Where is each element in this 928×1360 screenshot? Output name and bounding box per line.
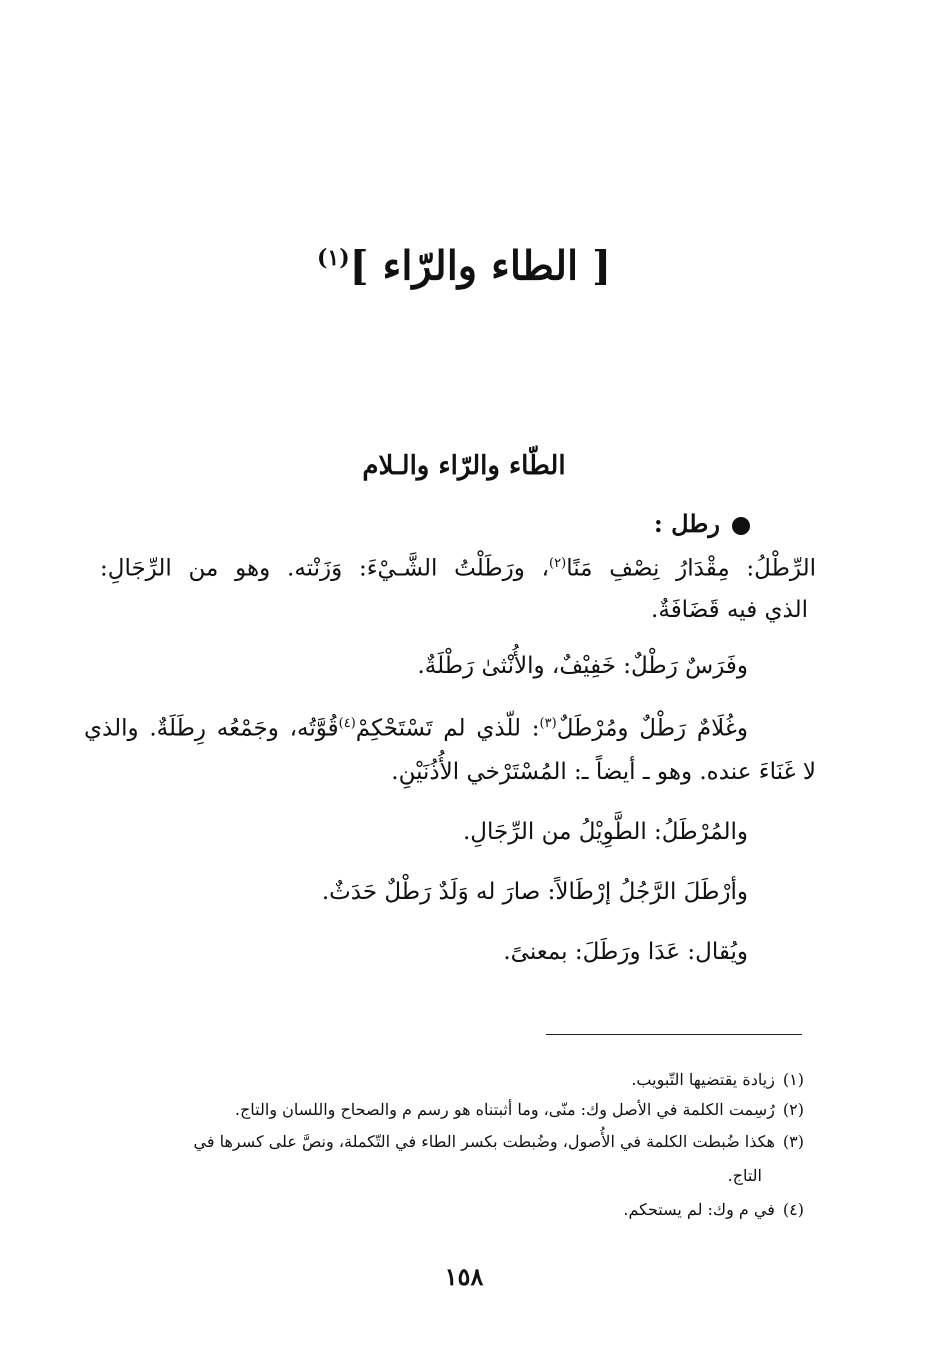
line-1-part-b: ، ورَطَلْتُ الشَّـيْءَ: وَزَنْته. وهو من الرِّجَالِ: [100,555,550,582]
footnote-1-number: (١) [782,1070,804,1089]
body-line-3: وفَرَسٌ رَطْلٌ: خَفِيْفٌ، والأُنْثىٰ رَطْلَةٌ. [417,653,748,679]
chapter-title [0,228,928,296]
body-line-5: لا غَنَاءَ عنده. وهو ـ أيضاً ـ: المُسْتَرْخي الأُذُنَيْنِ. [391,759,816,785]
footnote-3-number: (٣) [782,1132,804,1151]
footnote-2 [235,1096,804,1124]
footnote-1 [631,1066,804,1094]
chapter-title-footnote-ref: (١) [316,245,350,271]
footnote-3 [194,1128,805,1156]
line-1-part-a: الرِّطْلُ: مِقْدَارُ نِصْفِ مَنًا [566,555,816,582]
body-line-1 [100,544,816,589]
footnote-1-text: زيادة يقتضيها التّبويب. [631,1070,775,1089]
bullet-icon [732,517,750,535]
footnote-2-text: رُسِمت الكلمة في الأصل وك: منّى، وما أثبتناه هو رسم م والصحاح واللسان والتاج. [234,1100,775,1119]
line-4-part-a: وغُلَامٌ رَطْلٌ ومُرْطَلٌ [556,715,748,742]
page-number: ١٥٨ [444,1262,484,1291]
body-line-8: ويُقال: عَدَا ورَطَلَ: بمعنىً. [503,939,748,965]
footnote-ref-4: (٤) [338,716,356,731]
footnote-ref-2: (٢) [549,556,567,571]
entry-head-text: رطل : [653,509,720,538]
line-4-part-b: : للّذي لم تَسْتَحْكِمْ [355,715,540,742]
body-line-2: الذي فيه قَضَافَةٌ. [651,597,808,623]
footnote-3-text: هكذا ضُبطت الكلمة في الأُصول، وضُبطت بكسر الطاء في التّكملة، ونصَّ على كسرها في [193,1132,775,1151]
footnote-divider [546,1034,802,1035]
footnote-4 [623,1196,804,1224]
footnote-2-number: (٢) [782,1100,804,1119]
body-line-4 [84,704,748,749]
section-heading: الطّاء والرّاء والـلام [362,451,566,481]
entry-head [654,506,750,542]
footnote-4-number: (٤) [782,1200,804,1219]
body-line-7: وأرْطَلَ الرَّجُلُ إرْطَالاً: صارَ له وَلَدٌ رَطْلٌ حَدَثٌ. [321,879,748,905]
line-4-part-c: قُوَّتُه، وجَمْعُه رِطَلَةٌ. والذي [84,715,339,742]
footnote-3-continuation-text: التاج. [727,1166,762,1185]
footnote-3-continuation [728,1162,762,1190]
chapter-title-text: [ الطاء والرّاء ] [349,242,612,290]
footnote-ref-3: (٣) [539,716,557,731]
body-line-6: والمُرْطَلُ: الطَّوِيْلُ من الرِّجَالِ. [462,819,748,845]
footnote-4-text: في م وك: لم يستحكم. [623,1200,775,1219]
